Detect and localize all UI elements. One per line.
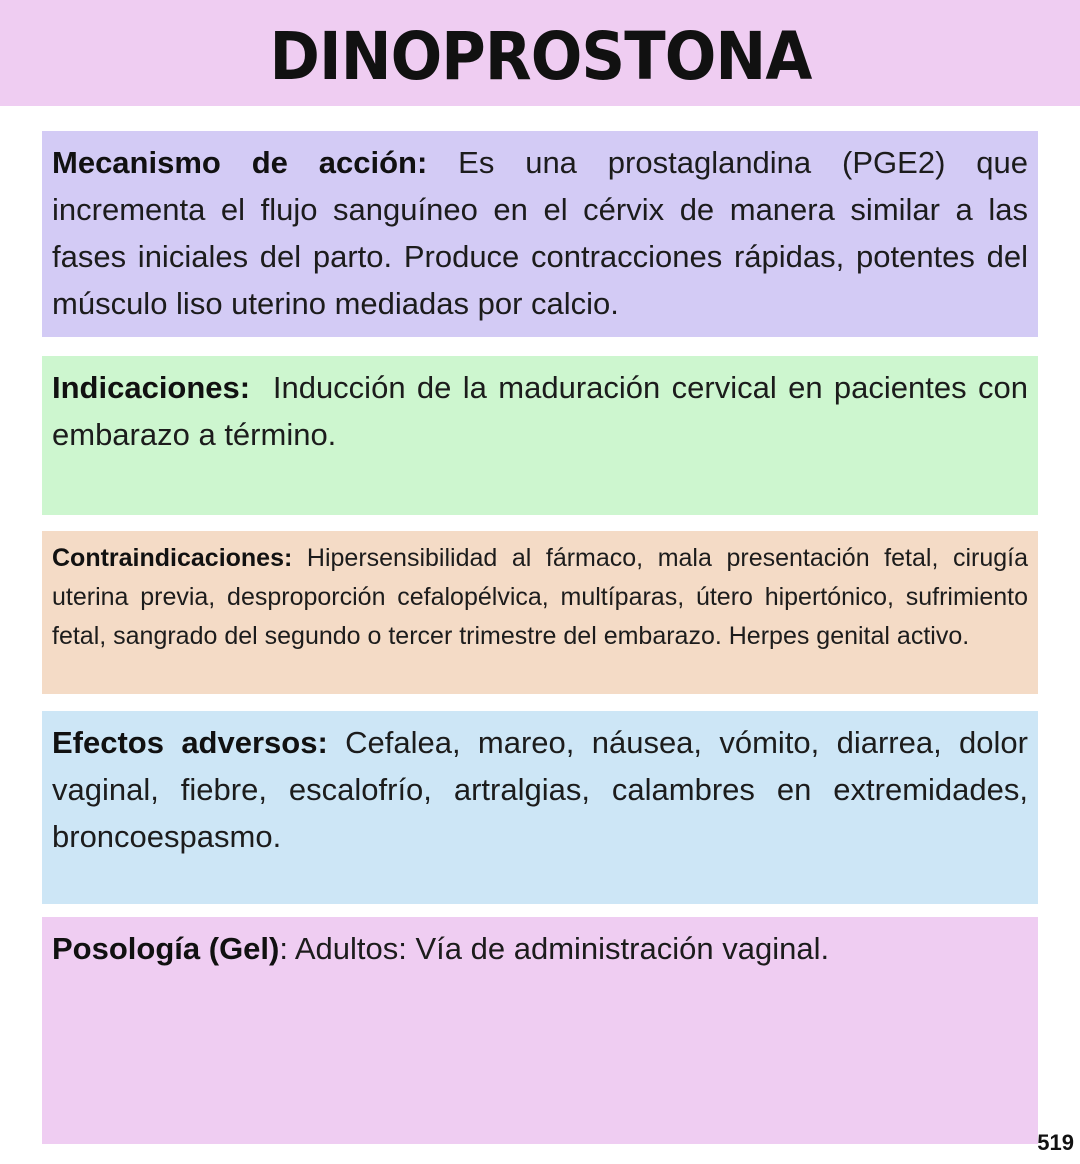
section-contraindicaciones xyxy=(42,531,1038,694)
section-mecanismo xyxy=(42,131,1038,337)
section-text: Cefalea, mareo, náusea, vómito, diarrea, dolor vaginal, fiebre, escalofrío, artralgias, calambres en extremidades, broncoespasmo. xyxy=(52,725,1028,854)
section-paragraph xyxy=(52,719,1028,860)
section-label: Contraindicaciones: xyxy=(52,544,293,572)
section-efectos-adversos xyxy=(42,711,1038,904)
section-paragraph xyxy=(52,364,1037,458)
section-text: Es una prostaglandina (PGE2) que incrementa el flujo sanguíneo en el cérvix de manera similar a las fases iniciales del parto. Produce contracciones rápidas, potentes del músculo liso uterino mediadas por calcio. xyxy=(52,145,1028,321)
page-number: 519 xyxy=(1037,1130,1074,1155)
section-paragraph xyxy=(52,539,1028,656)
page-title: DINOPROSTONA xyxy=(269,17,811,95)
title-band xyxy=(0,0,1080,106)
section-paragraph xyxy=(52,139,1028,327)
section-text: : Adultos: Vía de administración vaginal. xyxy=(279,931,830,966)
section-paragraph xyxy=(52,925,1028,972)
section-label: Efectos adversos: xyxy=(52,725,328,760)
section-label: Indicaciones: xyxy=(52,370,251,405)
section-text: Inducción de la maduración cervical en pacientes con embarazo a término. xyxy=(52,370,1037,452)
section-indicaciones xyxy=(42,356,1038,515)
section-text: Hipersensibilidad al fármaco, mala presentación fetal, cirugía uterina previa, desproporción cefalopélvica, multíparas, útero hipertónico, sufrimiento fetal, sangrado del segundo o tercer trimestre del embarazo. Herpes genital activo. xyxy=(52,544,1028,650)
section-label: Mecanismo de acción: xyxy=(52,145,428,180)
section-posologia xyxy=(42,917,1038,1144)
section-label: Posología (Gel) xyxy=(52,931,280,966)
